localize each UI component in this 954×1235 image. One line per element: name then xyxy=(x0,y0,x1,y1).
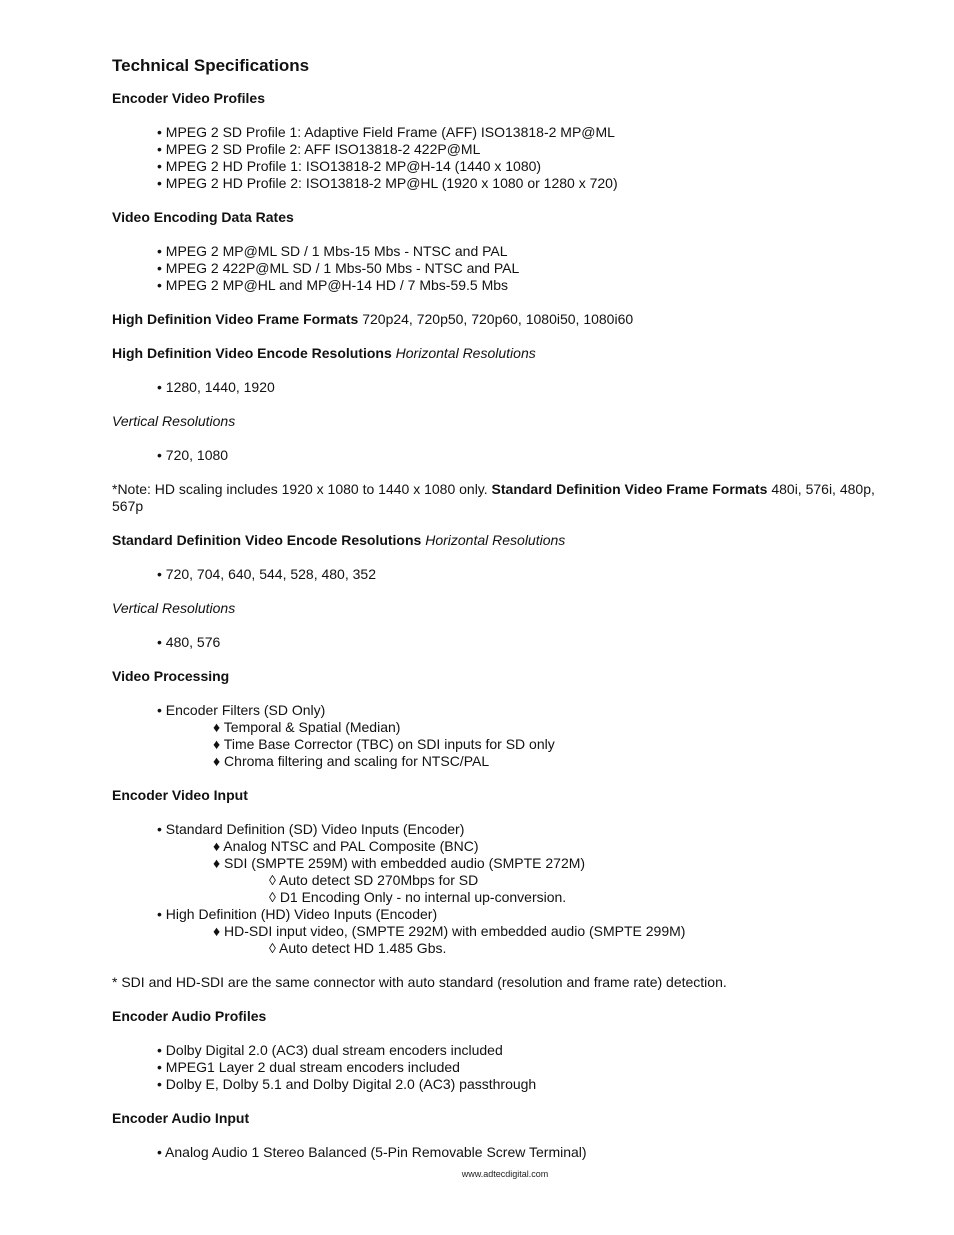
list-item: • MPEG 2 HD Profile 2: ISO13818-2 MP@HL (1920 x 1080 or 1280 x 720) xyxy=(157,175,618,191)
list-encoder-audio-profiles xyxy=(112,1042,892,1093)
heading-encoder-audio-profiles: Encoder Audio Profiles xyxy=(112,1008,267,1024)
sd-horizontal-label: Horizontal Resolutions xyxy=(421,532,566,548)
list-item: • MPEG 2 MP@ML SD / 1 Mbs-15 Mbs - NTSC and PAL xyxy=(157,243,508,259)
list-video-processing xyxy=(112,702,892,770)
list-sd-vertical-resolutions xyxy=(112,634,892,651)
list-item: • Dolby E, Dolby 5.1 and Dolby Digital 2.0 (AC3) passthrough xyxy=(157,1076,537,1092)
list-hd-vertical-resolutions xyxy=(112,447,892,464)
bullet-icon: • xyxy=(157,566,162,582)
list-item: • 720, 1080 xyxy=(157,447,229,463)
lozenge-icon: ◊ xyxy=(269,889,276,905)
list-item: • MPEG 2 MP@HL and MP@H-14 HD / 7 Mbs-59.5 Mbs xyxy=(157,277,509,293)
bullet-icon: • xyxy=(157,158,162,174)
sdi-footnote: * SDI and HD-SDI are the same connector with auto standard (resolution and frame rate) detection. xyxy=(112,974,727,990)
heading-hd-encode-resolutions: High Definition Video Encode Resolutions Horizontal Resolutions xyxy=(112,345,536,361)
page-title: Technical Specifications xyxy=(112,56,310,75)
list-item: ♦ SDI (SMPTE 259M) with embedded audio (SMPTE 272M) ◊ Auto detect SD 270Mbps for SD ◊ D1 Encoding Only - no internal up-conversion. xyxy=(213,855,892,906)
list-item: • Analog Audio 1 Stereo Balanced (5-Pin Removable Screw Terminal) xyxy=(157,1144,587,1160)
list-encoder-video-input xyxy=(112,821,892,957)
bullet-icon: • xyxy=(157,702,162,718)
list-item: • MPEG1 Layer 2 dual stream encoders included xyxy=(157,1059,460,1075)
list-video-encoding-data-rates xyxy=(112,243,892,294)
heading-hd-frame-formats: High Definition Video Frame Formats 720p24, 720p50, 720p60, 1080i50, 1080i60 xyxy=(112,311,634,327)
diamond-icon: ♦ xyxy=(213,736,221,752)
list-item: ◊ Auto detect HD 1.485 Gbs. xyxy=(269,940,447,956)
heading-video-processing: Video Processing xyxy=(112,668,230,684)
heading-sd-encode-resolutions: Standard Definition Video Encode Resolutions Horizontal Resolutions xyxy=(112,532,566,548)
bullet-icon: • xyxy=(157,379,162,395)
list-item: • MPEG 2 422P@ML SD / 1 Mbs-50 Mbs - NTSC and PAL xyxy=(157,260,520,276)
sublist-hd-inputs xyxy=(157,923,892,957)
diamond-icon: ♦ xyxy=(213,923,221,939)
bullet-icon: • xyxy=(157,260,162,276)
bullet-icon: • xyxy=(157,821,162,837)
diamond-icon: ♦ xyxy=(213,719,221,735)
bullet-icon: • xyxy=(157,447,162,463)
list-item: • High Definition (HD) Video Inputs (Encoder) ♦ HD-SDI input video, (SMPTE 292M) with embedded audio (SMPTE 299M) ◊ Auto detect HD 1.485 Gbs. xyxy=(157,906,892,957)
list-item: ◊ D1 Encoding Only - no internal up-conversion. xyxy=(269,889,567,905)
list-item: ♦ HD-SDI input video, (SMPTE 292M) with embedded audio (SMPTE 299M) ◊ Auto detect HD 1.485 Gbs. xyxy=(213,923,892,957)
heading-sd-frame-formats: Standard Definition Video Frame Formats xyxy=(491,481,768,497)
heading-encoder-audio-input: Encoder Audio Input xyxy=(112,1110,250,1126)
hd-scaling-note: *Note: HD scaling includes 1920 x 1080 to 1440 x 1080 only. Standard Definition Video Frame Formats 480i, 576i, 480p, 567p xyxy=(112,481,875,514)
sublist-sdi-details xyxy=(213,872,892,906)
list-item: ♦ Analog NTSC and PAL Composite (BNC) xyxy=(213,838,479,854)
bullet-icon: • xyxy=(157,906,162,922)
list-item: • MPEG 2 HD Profile 1: ISO13818-2 MP@H-14 (1440 x 1080) xyxy=(157,158,542,174)
lozenge-icon: ◊ xyxy=(269,940,276,956)
list-item: • Dolby Digital 2.0 (AC3) dual stream encoders included xyxy=(157,1042,503,1058)
sublist-encoder-filters xyxy=(157,719,892,770)
diamond-icon: ♦ xyxy=(213,838,221,854)
heading-encoder-video-input: Encoder Video Input xyxy=(112,787,248,803)
bullet-icon: • xyxy=(157,175,162,191)
bullet-icon: • xyxy=(157,634,162,650)
bullet-icon: • xyxy=(157,243,162,259)
bullet-icon: • xyxy=(157,1144,162,1160)
list-sd-horizontal-resolutions xyxy=(112,566,892,583)
footer-url[interactable]: www.adtecdigital.com xyxy=(461,1169,549,1179)
list-item: • 1280, 1440, 1920 xyxy=(157,379,275,395)
list-item: • Standard Definition (SD) Video Inputs (Encoder) ♦ Analog NTSC and PAL Composite (BNC) ♦ SDI (SMPTE 259M) with embedded audio (SMPTE 272M) ◊ Auto detect SD 270Mbps for SD ◊ D1 Encoding Only - no internal up-conversion. xyxy=(157,821,892,906)
bullet-icon: • xyxy=(157,124,162,140)
sublist-sd-inputs xyxy=(157,838,892,906)
sd-frame-formats-value: 480i, 576i, 480p, 567p xyxy=(112,481,875,514)
hd-vertical-label: Vertical Resolutions xyxy=(112,413,236,429)
bullet-icon: • xyxy=(157,1042,162,1058)
list-item: ◊ Auto detect SD 270Mbps for SD xyxy=(269,872,479,888)
list-item: ♦ Temporal & Spatial (Median) xyxy=(213,719,401,735)
diamond-icon: ♦ xyxy=(213,753,221,769)
list-item: • MPEG 2 SD Profile 1: Adaptive Field Frame (AFF) ISO13818-2 MP@ML xyxy=(157,124,615,140)
heading-video-encoding-data-rates: Video Encoding Data Rates xyxy=(112,209,294,225)
sd-vertical-label: Vertical Resolutions xyxy=(112,600,236,616)
list-item: • Encoder Filters (SD Only) ♦ Temporal & Spatial (Median) ♦ Time Base Corrector (TBC) on SDI inputs for SD only ♦ Chroma filtering and scaling for NTSC/PAL xyxy=(157,702,892,770)
bullet-icon: • xyxy=(157,1076,162,1092)
sublist-hdsdi-details xyxy=(213,940,892,957)
diamond-icon: ♦ xyxy=(213,855,221,871)
bullet-icon: • xyxy=(157,1059,162,1075)
bullet-icon: • xyxy=(157,141,162,157)
document-page xyxy=(112,56,892,1178)
list-encoder-video-profiles xyxy=(112,124,892,192)
list-encoder-audio-input xyxy=(112,1144,892,1161)
list-item: • MPEG 2 SD Profile 2: AFF ISO13818-2 422P@ML xyxy=(157,141,481,157)
list-item: ♦ Chroma filtering and scaling for NTSC/PAL xyxy=(213,753,490,769)
hd-horizontal-label: Horizontal Resolutions xyxy=(391,345,536,361)
list-hd-horizontal-resolutions xyxy=(112,379,892,396)
bullet-icon: • xyxy=(157,277,162,293)
list-item: • 720, 704, 640, 544, 528, 480, 352 xyxy=(157,566,376,582)
heading-encoder-video-profiles: Encoder Video Profiles xyxy=(112,90,266,106)
lozenge-icon: ◊ xyxy=(269,872,276,888)
list-item: ♦ Time Base Corrector (TBC) on SDI inputs for SD only xyxy=(213,736,555,752)
hd-frame-formats-value: 720p24, 720p50, 720p60, 1080i50, 1080i60 xyxy=(358,311,634,327)
list-item: • 480, 576 xyxy=(157,634,221,650)
